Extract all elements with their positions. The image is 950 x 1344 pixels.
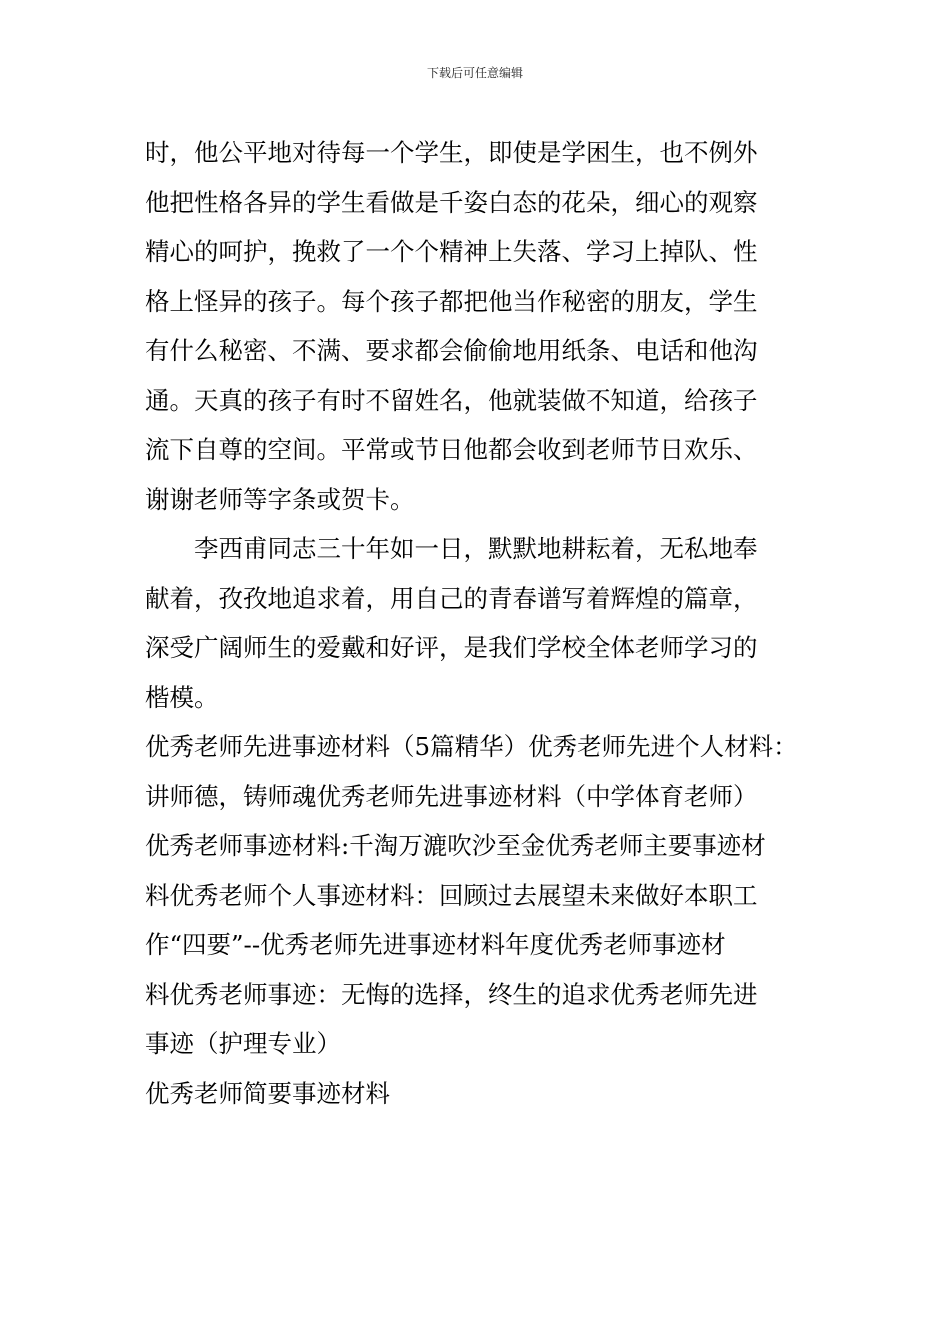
paragraph-related-titles (145, 722, 825, 1069)
text-line: 谢谢老师等字条或贺卡。 (145, 484, 415, 514)
text-line: 流下自尊的空间。平常或节日他都会收到老师节日欢乐、 (145, 435, 758, 464)
text-line: 料优秀老师个人事迹材料：回顾过去展望未来做好本职工 (145, 880, 758, 910)
text-line: 有什么秘密、不满、要求都会偷偷地用纸条、电话和他沟 (145, 336, 758, 365)
text-line: 料优秀老师事迹：无悔的选择，终生的追求优秀老师先进 (145, 979, 758, 1009)
text-line: 优秀老师事迹材料:千淘万漉吹沙至金优秀老师主要事迹材 (145, 831, 766, 860)
paragraph-1 (145, 128, 825, 524)
text-line: 时，他公平地对待每一个学生，即使是学困生，也不例外 (145, 138, 758, 167)
text-line: 通。天真的孩子有时不留姓名，他就装做不知道，给孩子 (145, 385, 758, 415)
document-body (145, 128, 825, 1118)
text-line: 楷模。 (145, 682, 219, 712)
text-line: 作“四要”--优秀老师先进事迹材料年度优秀老师事迹材 (145, 930, 726, 959)
text-line: 优秀老师简要事迹材料 (145, 1078, 390, 1108)
text-line-indented: 李西甫同志三十年如一日，默默地耕耘着，无私地奉 (194, 534, 758, 563)
text-line: 格上怪异的孩子。每个孩子都把他当作秘密的朋友，学生 (145, 286, 758, 316)
text-line: 献着，孜孜地追求着，用自己的青春谱写着辉煌的篇章， (145, 583, 758, 613)
text-line: 深受广阔师生的爱戴和好评，是我们学校全体老师学习的 (145, 633, 758, 662)
text-line: 讲师德，铸师魂优秀老师先进事迹材料（中学体育老师） (145, 781, 758, 811)
text-line: 精心的呵护，挽救了一个个精神上失落、学习上掉队、性 (145, 237, 758, 266)
text-line: 他把性格各异的学生看做是千姿白态的花朵，细心的观察 (145, 187, 758, 217)
paragraph-2 (145, 524, 825, 722)
paragraph-final-title (145, 1069, 825, 1119)
text-line: 事迹（护理专业） (145, 1029, 341, 1058)
text-line: 优秀老师先进事迹材料（5篇精华）优秀老师先进个人材料： (145, 732, 798, 761)
page-header: 下载后可任意编辑 (426, 66, 523, 80)
